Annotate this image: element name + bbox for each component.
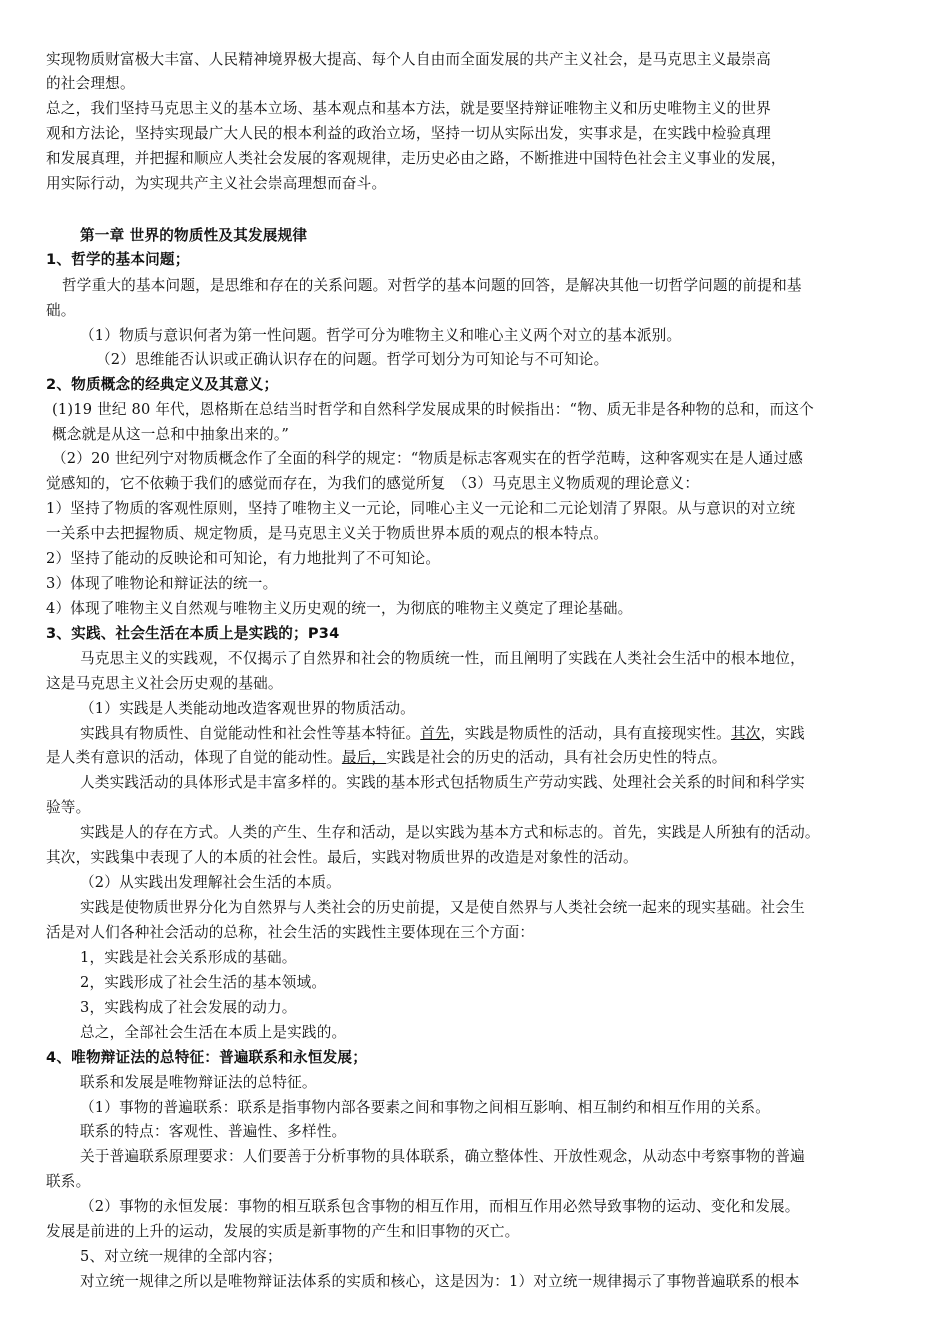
intro-line-2: 的社会理想。: [46, 75, 135, 92]
s3-line-1: 马克思主义的实践观，不仅揭示了自然界和社会的物质统一性，而且阐明了实践在人类社会生活中的根本地位，: [80, 650, 805, 667]
s3-line-12: 活是对人们各种社会活动的总称，社会生活的实践性主要体现在三个方面：: [46, 924, 535, 941]
s5-line-1: 对立统一规律之所以是唯物辩证法体系的实质和核心，这是因为：1）对立统一规律揭示了事物普遍联系的根本: [80, 1273, 800, 1290]
s3-line-5: [46, 746, 916, 770]
s3-line-13: 1，实践是社会关系形成的基础。: [80, 949, 297, 966]
s1-line-1: 哲学重大的基本问题，是思维和存在的关系问题。对哲学的基本问题的回答，是解决其他一切哲学问题的前提和基: [62, 277, 802, 294]
s2-line-6: 一关系中去把握物质、规定物质，是马克思主义关于物质世界本质的观点的根本特点。: [46, 525, 609, 542]
s3-line-11: 实践是使物质世界分化为自然界与人类社会的历史前提，又是使自然界与人类社会统一起来的现实基础。社会生: [80, 899, 805, 916]
s3-line-3: （1）实践是人类能动地改造客观世界的物质活动。: [80, 700, 415, 717]
section-3-heading: 3、实践、社会生活在本质上是实践的；P34: [46, 625, 340, 642]
s4-line-1: 联系和发展是唯物辩证法的总特征。: [80, 1074, 317, 1091]
section-5-heading: 5、对立统一规律的全部内容；: [80, 1248, 282, 1265]
section-1-heading: 1、哲学的基本问题；: [46, 251, 190, 268]
s3-line-5a: 是人类有意识的活动，体现了自觉的能动性。: [46, 749, 342, 766]
s3-line-16: 总之，全部社会生活在本质上是实践的。: [80, 1024, 347, 1041]
s2-line-3: （2）20 世纪列宁对物质概念作了全面的科学的规定：“物质是标志客观实在的哲学范畴，这种客观实在是人通过感: [52, 450, 804, 467]
s3-line-2: 这是马克思主义社会历史观的基础。: [46, 675, 283, 692]
s2-line-7: 2）坚持了能动的反映论和可知论，有力地批判了不可知论。: [46, 550, 441, 567]
section-4-heading: 4、唯物辩证法的总特征：普遍联系和永恒发展；: [46, 1049, 368, 1066]
intro-line-4: 观和方法论，坚持实现最广大人民的根本利益的政治立场，坚持一切从实际出发，实事求是，在实践中检验真理: [46, 125, 771, 142]
s4-line-6: （2）事物的永恒发展：事物的相互联系包含事物的相互作用，而相互作用必然导致事物的运动、变化和发展。: [80, 1198, 800, 1215]
s3-line-4c: ，实践: [760, 725, 805, 742]
s4-line-5: 联系。: [46, 1173, 91, 1190]
s3-line-4: [80, 722, 916, 746]
s3-line-4b: ，实践是物质性的活动，具有直接现实性。: [449, 725, 731, 742]
section-2-heading: 2、物质概念的经典定义及其意义；: [46, 376, 279, 393]
s3-line-9: 其次，实践集中表现了人的本质的社会性。最后，实践对物质世界的改造是对象性的活动。: [46, 849, 638, 866]
s3-line-15: 3，实践构成了社会发展的动力。: [80, 999, 297, 1016]
s2-line-9: 4）体现了唯物主义自然观与唯物主义历史观的统一，为彻底的唯物主义奠定了理论基础。: [46, 600, 633, 617]
chapter-title: 第一章 世界的物质性及其发展规律: [80, 227, 308, 244]
s3-line-14: 2，实践形成了社会生活的基本领域。: [80, 974, 327, 991]
s2-line-1: (1)19 世纪 80 年代，恩格斯在总结当时哲学和自然科学发展成果的时候指出：“物、质无非是各种物的总和，而这个: [52, 401, 814, 418]
s1-line-3: （1）物质与意识何者为第一性问题。哲学可分为唯物主义和唯心主义两个对立的基本派别。: [80, 327, 682, 344]
s4-line-2: （1）事物的普遍联系：联系是指事物内部各要素之间和事物之间相互影响、相互制约和相互作用的关系。: [80, 1099, 771, 1116]
s3-line-5b: 实践是社会的历史的活动，具有社会历史性的特点。: [386, 749, 727, 766]
s2-line-2: 概念就是从这一总和中抽象出来的。”: [52, 426, 290, 443]
s3-line-8: 实践是人的存在方式。人类的产生、生存和活动，是以实践为基本方式和标志的。首先，实践是人所独有的活动。: [80, 824, 820, 841]
s1-line-4: （2）思维能否认识或正确认识存在的问题。哲学可划分为可知论与不可知论。: [96, 351, 609, 368]
s4-line-7: 发展是前进的上升的运动，发展的实质是新事物的产生和旧事物的灭亡。: [46, 1223, 520, 1240]
s3-underline-finally: 最后，: [341, 749, 387, 766]
s2-line-8: 3）体现了唯物论和辩证法的统一。: [46, 575, 278, 592]
intro-line-5: 和发展真理，并把握和顺应人类社会发展的客观规律，走历史必由之路，不断推进中国特色社会主义事业的发展，: [46, 150, 786, 167]
s3-line-4a: 实践具有物质性、自觉能动性和社会性等基本特征。: [80, 725, 421, 742]
s3-line-7: 验等。: [46, 799, 91, 816]
intro-line-6: 用实际行动，为实现共产主义社会崇高理想而奋斗。: [46, 175, 387, 192]
s2-line-5: 1）坚持了物质的客观性原则，坚持了唯物主义一元论，同唯心主义一元论和二元论划清了界限。从与意识的对立统: [46, 500, 796, 517]
intro-line-3: 总之，我们坚持马克思主义的基本立场、基本观点和基本方法，就是要坚持辩证唯物主义和历史唯物主义的世界: [46, 100, 771, 117]
s2-line-4: 觉感知的，它不依赖于我们的感觉而存在，为我们的感觉所复 （3）马克思主义物质观的理论意义：: [46, 475, 700, 492]
s3-line-6: 人类实践活动的具体形式是丰富多样的。实践的基本形式包括物质生产劳动实践、处理社会关系的时间和科学实: [80, 774, 805, 791]
s4-line-4: 关于普遍联系原理要求：人们要善于分析事物的具体联系，确立整体性、开放性观念，从动态中考察事物的普遍: [80, 1148, 805, 1165]
s3-underline-second: 其次: [730, 725, 761, 742]
s3-underline-first: 首先: [420, 725, 450, 742]
s3-line-10: （2）从实践出发理解社会生活的本质。: [80, 874, 341, 891]
intro-line-1: 实现物质财富极大丰富、人民精神境界极大提高、每个人自由而全面发展的共产主义社会，是马克思主义最崇高: [46, 51, 771, 68]
s1-line-2: 础。: [46, 302, 76, 319]
s4-line-3: 联系的特点：客观性、普遍性、多样性。: [80, 1123, 347, 1140]
